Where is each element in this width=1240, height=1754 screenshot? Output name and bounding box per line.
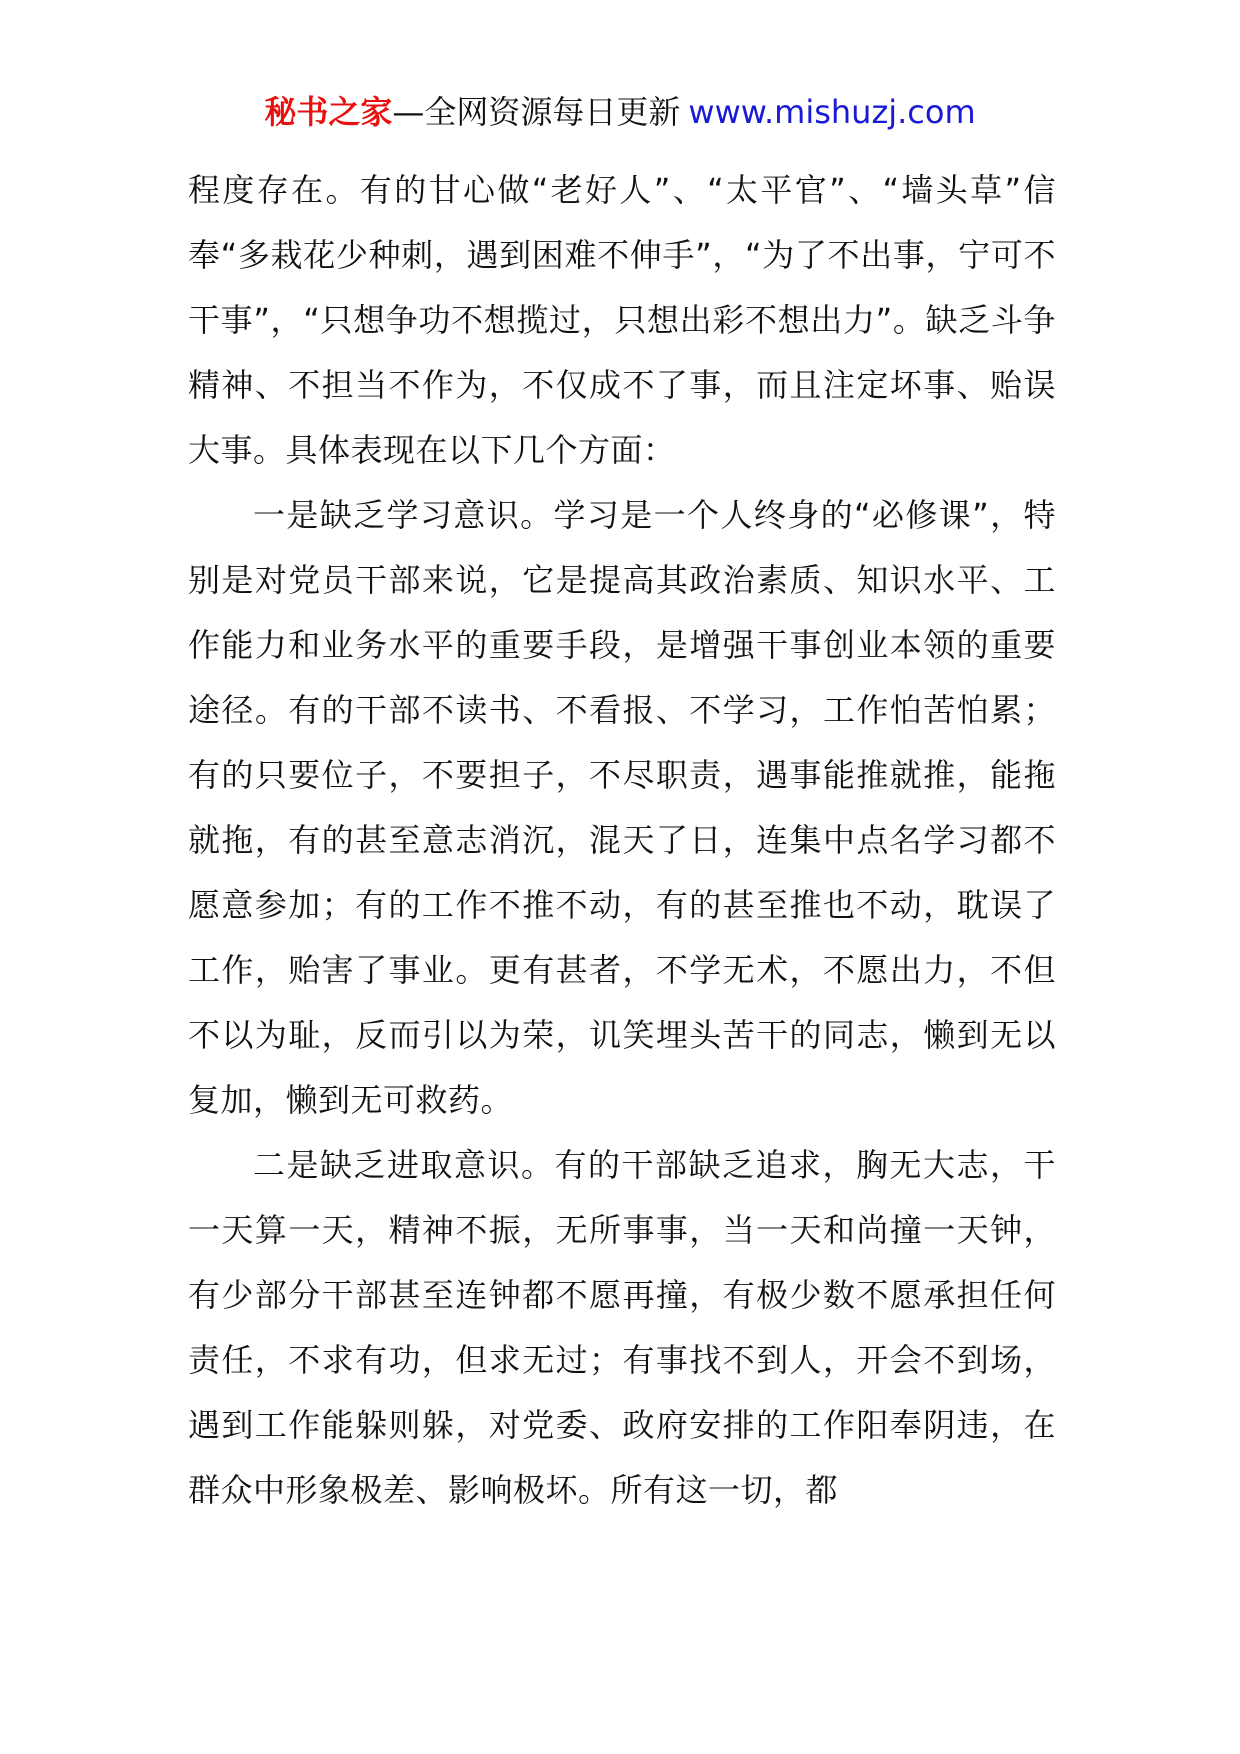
site-brand: 秘书之家 xyxy=(264,93,393,131)
site-header xyxy=(0,92,1240,132)
document-body xyxy=(188,158,1056,1523)
paragraph-continuation: 程度存在。有的甘心做“老好人”、“太平官”、“墙头草”信奉“多栽花少种刺，遇到困难不伸手”，“为了不出事，宁可不干事”，“只想争功不想揽过，只想出彩不想出力”。缺乏斗争精神、不担当不作为，不仅成不了事，而且注定坏事、贻误大事。具体表现在以下几个方面： xyxy=(188,171,1056,469)
paragraph-learning: 一是缺乏学习意识。学习是一个人终身的“必修课”，特别是对党员干部来说，它是提高其政治素质、知识水平、工作能力和业务水平的重要手段，是增强干事创业本领的重要途径。有的干部不读书、不看报、不学习，工作怕苦怕累；有的只要位子，不要担子，不尽职责，遇事能推就推，能拖就拖，有的甚至意志消沉，混天了日，连集中点名学习都不愿意参加；有的工作不推不动，有的甚至推也不动，耽误了工作，贻害了事业。更有甚者，不学无术，不愿出力，不但不以为耻，反而引以为荣，讥笑埋头苦干的同志，懒到无以复加，懒到无可救药。 xyxy=(188,496,1056,1119)
site-slogan: —全网资源每日更新 xyxy=(392,93,681,131)
paragraph-enterprise: 二是缺乏进取意识。有的干部缺乏追求，胸无大志，干一天算一天，精神不振，无所事事，当一天和尚撞一天钟，有少部分干部甚至连钟都不愿再撞，有极少数不愿承担任何责任，不求有功，但求无过；有事找不到人，开会不到场，遇到工作能躲则躲，对党委、政府安排的工作阳奉阴违，在群众中形象极差、影响极坏。所有这一切，都 xyxy=(188,1146,1056,1509)
site-url-link[interactable]: www.mishuzj.com xyxy=(688,93,976,131)
